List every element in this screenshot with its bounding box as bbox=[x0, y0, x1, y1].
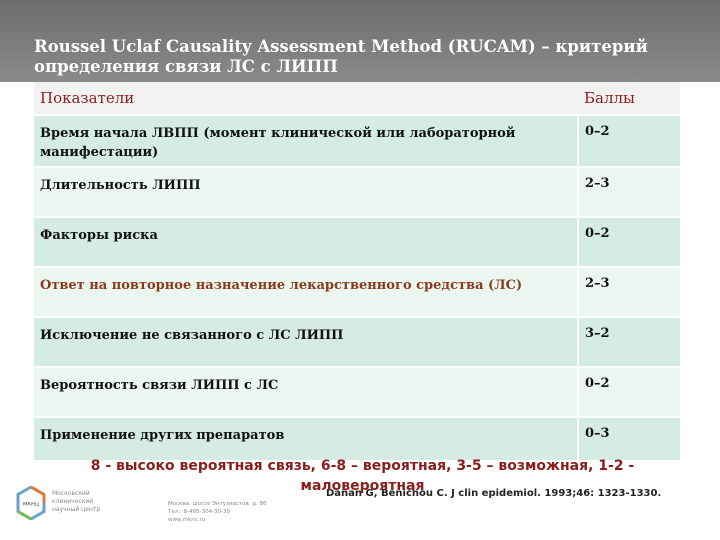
table-header-row bbox=[34, 82, 680, 115]
score-cell: 2–3 bbox=[578, 267, 680, 317]
table-row bbox=[34, 167, 680, 217]
scoring-summary: 8 - высоко вероятная связь, 6-8 – вероятная, 3-5 – возможная, 1-2 - маловероятная bbox=[90, 458, 635, 494]
table-row bbox=[34, 217, 680, 267]
score-cell: 0–2 bbox=[578, 367, 680, 417]
rucam-table bbox=[34, 82, 680, 462]
score-cell: 0–2 bbox=[578, 217, 680, 267]
citation: Danan G, Benichou C. J clin epidemiol. 1993;46: 1323-1330. bbox=[326, 488, 662, 499]
criterion-cell: Ответ на повторное назначение лекарственного средства (ЛС) bbox=[34, 267, 578, 317]
slide-title: Roussel Uclaf Causality Assessment Method (RUCAM) – критерий определения связи ЛС с ЛИПП bbox=[34, 37, 648, 76]
score-cell: 0–2 bbox=[578, 115, 680, 167]
criterion-cell: Применение других препаратов bbox=[34, 417, 578, 461]
score-cell: 0–3 bbox=[578, 417, 680, 461]
org-name: Московский клинический научный центр bbox=[52, 490, 101, 513]
logo-text: мкнц bbox=[22, 500, 40, 508]
table-row bbox=[34, 417, 680, 461]
criterion-cell: Длительность ЛИПП bbox=[34, 167, 578, 217]
table-row bbox=[34, 267, 680, 317]
score-cell: 2–3 bbox=[578, 167, 680, 217]
column-header-score: Баллы bbox=[578, 82, 680, 115]
org-address: Москва, шоссе Энтузиастов, д. 86 Тел.: 8-495-304-30-39 www.mknc.ru bbox=[168, 501, 267, 523]
criterion-cell: Исключение не связанного с ЛС ЛИПП bbox=[34, 317, 578, 367]
column-header-criterion: Показатели bbox=[34, 82, 578, 115]
table-row bbox=[34, 367, 680, 417]
score-cell: 3–2 bbox=[578, 317, 680, 367]
criterion-cell: Время начала ЛВПП (момент клинической или лабораторной манифестации) bbox=[34, 115, 578, 167]
table-row bbox=[34, 115, 680, 167]
criterion-cell: Вероятность связи ЛИПП с ЛС bbox=[34, 367, 578, 417]
table-row bbox=[34, 317, 680, 367]
criterion-cell: Факторы риска bbox=[34, 217, 578, 267]
slide-header bbox=[0, 0, 720, 82]
